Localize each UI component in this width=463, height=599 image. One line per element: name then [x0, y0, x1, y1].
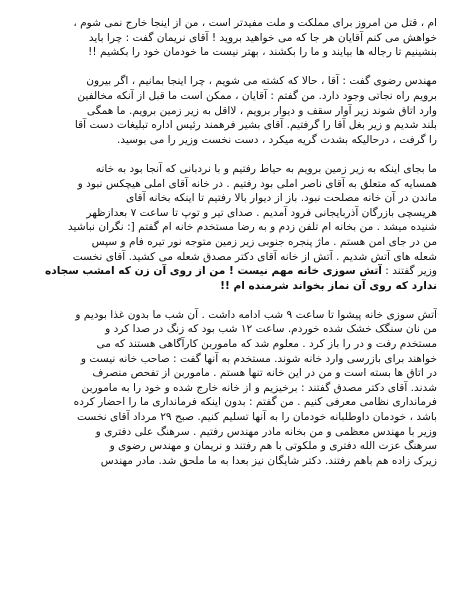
paragraph-gap	[26, 147, 437, 162]
text-line: زیرک زاده هم باهم رفتند. دکتر شایگان نیز بعدا به ما ملحق شد. مادر مهندس	[100, 454, 437, 467]
text-line: مهندس رضوی گفت : آقا ، حالا که کشته می شویم ، چرا اینجا بمانیم ، اگر بیرون	[86, 75, 437, 88]
text-line: در اتاق ها بسته است و من در این خانه تنها هستم . ماموربن از تفحص منصرف	[92, 367, 437, 380]
text-line: شدند. آقای دکتر مصدق گفتند : برخیزیم و از خانه خارج شده و خود را به ماموربن	[81, 381, 437, 394]
text-line: ماندن در آن خانه مصلحت نبود. باز از دیوار بالا رفتیم تا اینکه بخانه آقای	[126, 192, 437, 205]
text-line: فرمانداری نظامی معرفی کنیم . من گفتم : بدون اینکه فرمانداری ما را احضار کرده	[73, 396, 437, 409]
text-line: من نان سنگک خشک شده خوردم. ساعت ۱۲ شب بود که زنگ در صدا کرد و	[105, 323, 437, 336]
text-line: وزیر با مهندس معظمی و من بخانه مادر مهندس رفتیم . سرهنگ علی دفتری و	[95, 425, 437, 438]
paragraph-gap	[26, 60, 437, 75]
text-line-quote-bold: ندارد که روی آن نماز بخواند شرمنده ام !!	[220, 279, 437, 292]
paragraph-2	[26, 74, 437, 147]
text-line: آتش سوزی خانه پیشوا تا ساعت ۹ شب ادامه داشت . آن شب ما بدون غذا بودیم و	[75, 308, 437, 321]
text-line: مستخدم رفت و در را باز کرد . معلوم شد که ماموربن کارآگاهی هستند که می	[96, 338, 437, 351]
paragraph-1	[26, 16, 437, 60]
text-line: من در جای امن هستم . ماژ پنجره جنوبی زیر زمین متوجه نور تیره فام و سپس	[91, 235, 437, 248]
text-line: خواهند برای بازرسی وارد خانه شوند. مستخدم به آنها گفت : صاحب خانه نیست و	[80, 352, 437, 365]
text-line: شعله های آتش شدیم . آتش از خانه آقای دکتر مصدق شعله می کشید. آقای نخست	[72, 250, 437, 263]
text-line: سرهنگ عزت الله دفتری و ملکوتی با هم رفتند و نریمان و مهندس رضوی و	[109, 440, 437, 453]
text-line: را گرفت ، درحالیکه بشدت گریه میکرد ، دست نخست وزیر را می بوسید.	[117, 133, 437, 146]
text-line: هریسچی بازرگان آذربایجانی فرود آمدیم . صدای تیر و توپ تا ساعت ۷ بعدازظهر	[86, 206, 437, 219]
paragraph-3	[26, 162, 437, 293]
text-line: بنشینیم تا رجاله ها بیایند و ما را بکشند ، بهتر نیست ما خودمان خود را بکشیم !!	[88, 46, 437, 59]
text-line: ام ، قتل من امروز برای مملکت و ملت مفیدتر است ، من از اینجا خارج نمی شوم ،	[73, 17, 437, 29]
text-line: بلند شدیم و زیر بغل آقا را گرفتیم. آقای بشیر فرهمند رئیس اداره تبلیغات دست آقا	[74, 119, 437, 132]
text-line: ما بجای اینکه به زیر زمین برویم به حیاط رفتیم و با نردبانی که آنجا بود به خانه	[95, 162, 437, 175]
text-line: شنیده میشد . من بخانه ام تلفن زدم و به رضا مستخدم خانه ام گفتم [: نگران نباشید	[67, 221, 437, 234]
quote-intro-text: وزیر گفتند :	[381, 265, 437, 278]
paragraph-gap	[26, 293, 437, 308]
text-line: خواهش می کنم آقایان هر جا که می خواهید بروید ! آقای نریمان گفت : چرا باید	[88, 31, 437, 44]
text-line: باشد ، خودمان داوطلبانه خودمان را به آنها تسلیم کنیم. صبح ۲۹ مرداد آقای نخست	[77, 411, 437, 424]
text-line: وارد اتاق شوند زیر آوار سقف و دیوار برویم ، لااقل به زیر زمین برویم. ما همگی	[86, 104, 437, 117]
quote-bold-text: آتش سوزی خانه مهم نیست ! من از روی آن زن که امشب سجاده	[45, 265, 382, 278]
text-line-quote	[26, 264, 437, 279]
text-line: همسایه که متعلق به آقای ناصر املی بود رفتیم . در خانه آقای املی هیچکس نبود و	[77, 177, 437, 190]
text-line: برویم راه نجاتی وجود دارد. من گفتم : آقایان ، ممکن است ما قبل از آنکه مخالفین	[77, 89, 437, 102]
paragraph-4	[26, 308, 437, 469]
